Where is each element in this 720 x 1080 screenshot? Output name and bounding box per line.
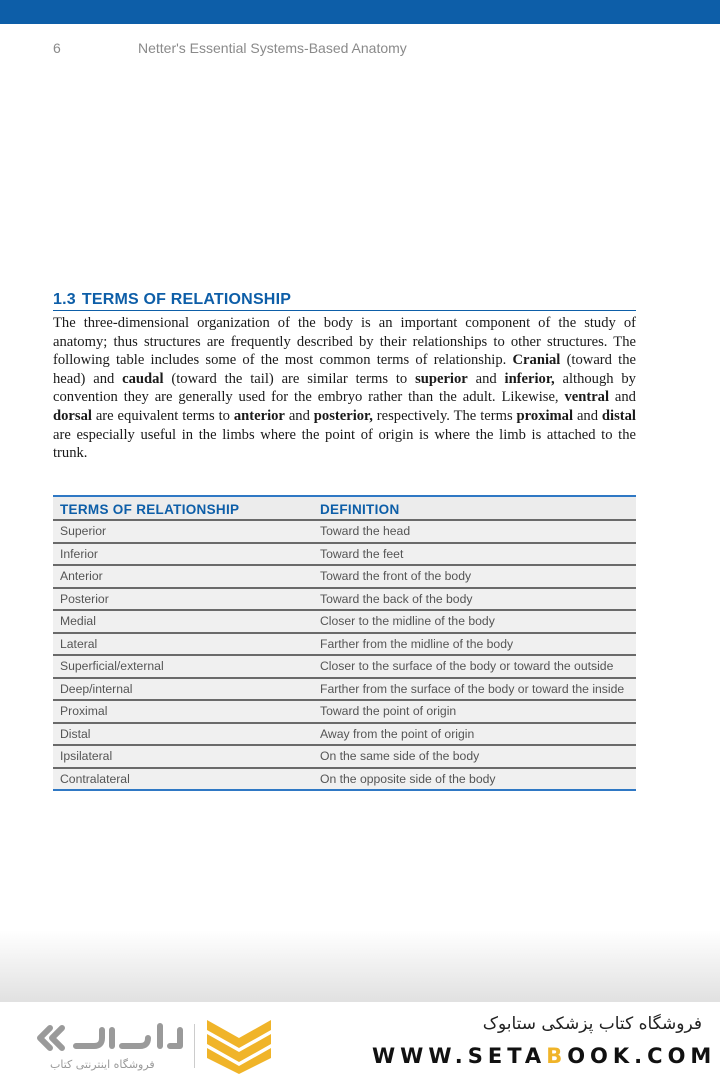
section-number: 1.3 (53, 291, 76, 308)
table-row (53, 610, 636, 633)
page-number: 6 (53, 40, 61, 56)
logo-subtitle: فروشگاه اینترنتی کتاب (50, 1058, 155, 1071)
text-run: respectively. The terms (372, 407, 517, 424)
term-cell: Superior (53, 520, 313, 543)
url-accent-letter: B (546, 1044, 568, 1068)
definition-cell: Farther from the midline of the body (313, 633, 636, 656)
url-part: WWW.SETA (372, 1044, 547, 1068)
term-cell: Lateral (53, 633, 313, 656)
term-posterior: posterior, (313, 407, 373, 424)
table-row (53, 768, 636, 791)
term-superior: superior (415, 370, 468, 387)
definition-cell: Away from the point of origin (313, 723, 636, 746)
definition-cell: On the same side of the body (313, 745, 636, 768)
section-heading (53, 291, 636, 311)
term-cell: Anterior (53, 565, 313, 588)
book-chevron-icon (205, 1018, 273, 1074)
table-row (53, 520, 636, 543)
table-row (53, 588, 636, 611)
url-part: OOK.COM (567, 1044, 717, 1068)
term-cell: Inferior (53, 543, 313, 566)
table-row (53, 745, 636, 768)
term-proximal: proximal (516, 407, 574, 424)
definition-cell: Closer to the surface of the body or toward the outside (313, 655, 636, 678)
text-run: The three-dimensional organization of the body is an important component of the study of anatomy; thus structures are frequently described by their relationships to other structures. The following table includes some of the most common terms of relationship. (53, 315, 636, 369)
term-cell: Ipsilateral (53, 745, 313, 768)
term-caudal: caudal (122, 370, 164, 387)
setabook-wordmark-logo (36, 1020, 184, 1056)
term-cell: Medial (53, 610, 313, 633)
definition-cell: On the opposite side of the body (313, 768, 636, 791)
term-dorsal: dorsal (53, 407, 92, 424)
section-title: TERMS OF RELATIONSHIP (81, 291, 292, 308)
definition-cell: Toward the head (313, 520, 636, 543)
table-row (53, 543, 636, 566)
term-anterior: anterior (233, 407, 285, 424)
table-row (53, 655, 636, 678)
term-inferior: inferior, (504, 370, 555, 387)
table-row (53, 633, 636, 656)
terms-table (53, 495, 636, 791)
text-run: and (284, 407, 314, 424)
page-shadow (0, 930, 720, 1002)
text-run: and (609, 389, 636, 406)
term-cell: Superficial/external (53, 655, 313, 678)
text-run: are especially useful in the limbs where the point of origin is where the limb is attached to the trunk. (53, 426, 636, 462)
book-title: Netter's Essential Systems-Based Anatomy (138, 40, 407, 56)
term-distal: distal (601, 407, 636, 424)
term-cell: Proximal (53, 700, 313, 723)
definition-cell: Closer to the midline of the body (313, 610, 636, 633)
table-row (53, 700, 636, 723)
term-cell: Distal (53, 723, 313, 746)
body-paragraph (53, 314, 636, 463)
definition-cell: Toward the front of the body (313, 565, 636, 588)
text-run: although by convention they are generally used for the embryo rather than the adult. Likewise, (53, 370, 636, 406)
definition-cell: Farther from the surface of the body or toward the inside (313, 678, 636, 701)
definition-cell: Toward the feet (313, 543, 636, 566)
term-cranial: Cranial (512, 352, 561, 369)
column-header-term: TERMS OF RELATIONSHIP (53, 496, 313, 520)
definition-cell: Toward the back of the body (313, 588, 636, 611)
term-cell: Posterior (53, 588, 313, 611)
text-run: are equivalent terms to (91, 407, 234, 424)
table-header-row (53, 496, 636, 520)
column-header-definition: DEFINITION (313, 496, 636, 520)
running-header (53, 40, 407, 56)
top-color-bar (0, 0, 720, 24)
term-cell: Deep/internal (53, 678, 313, 701)
site-url[interactable] (372, 1044, 716, 1068)
text-run: (toward the tail) are similar terms to (163, 370, 416, 387)
table-row (53, 723, 636, 746)
footer-divider (194, 1024, 195, 1068)
term-cell: Contralateral (53, 768, 313, 791)
table-row (53, 678, 636, 701)
text-run: and (467, 370, 505, 387)
table-row (53, 565, 636, 588)
text-run: and (573, 407, 602, 424)
term-ventral: ventral (564, 389, 610, 406)
store-name: فروشگاه کتاب پزشکی ستابوک (482, 1014, 702, 1034)
text-run: (toward the head) and (53, 352, 637, 387)
definition-cell: Toward the point of origin (313, 700, 636, 723)
